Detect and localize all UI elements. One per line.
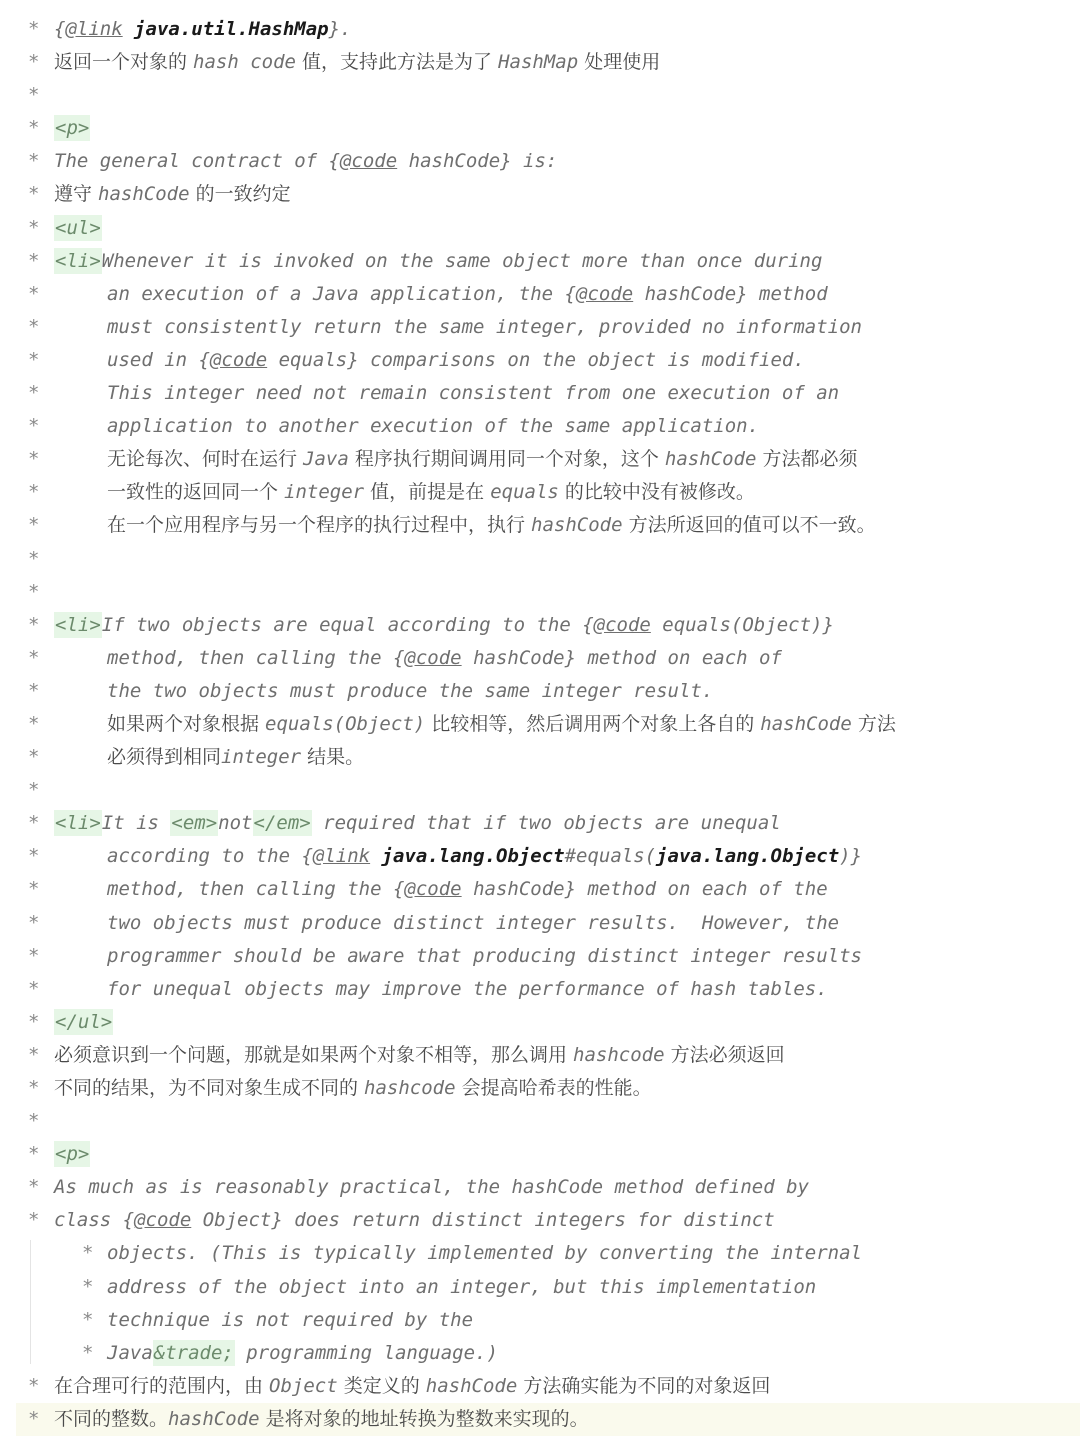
comment-text — [54, 1039, 785, 1072]
comment-text — [54, 1072, 652, 1105]
comment-asterisk: * — [28, 1143, 40, 1166]
comment-asterisk: * — [28, 1407, 40, 1430]
code-line[interactable] — [0, 1138, 1080, 1171]
comment-token: an execution of a Java application, the { — [107, 282, 576, 305]
javadoc-annotation: @code — [404, 646, 462, 669]
comment-asterisk: * — [28, 1077, 40, 1099]
chinese-translation: 是将对象的地址转换为整数来实现的。 — [259, 1407, 589, 1430]
comment-asterisk: * — [28, 1110, 40, 1133]
html-tag: <em> — [171, 812, 218, 835]
comment-token: )} — [839, 845, 863, 868]
comment-token: hashCode} method — [633, 282, 828, 305]
comment-text — [107, 642, 782, 675]
javadoc-annotation: @code — [339, 150, 398, 173]
comment-text — [107, 278, 828, 311]
comment-text — [107, 509, 876, 542]
comment-text — [107, 311, 862, 344]
comment-token: for unequal objects may improve the performance of hash tables. — [107, 977, 828, 1000]
comment-asterisk: * — [28, 812, 40, 835]
code-line[interactable] — [0, 708, 1080, 741]
code-line[interactable] — [0, 443, 1080, 476]
chinese-translation: 处理使用 — [578, 51, 661, 74]
comment-text — [107, 1304, 473, 1337]
comment-token: hashCode — [664, 448, 757, 471]
chinese-translation: 必须意识到一个问题，那就是如果两个对象不相等，那么调用 — [54, 1043, 574, 1066]
comment-text — [107, 344, 805, 377]
comment-token: If two objects are equal according to the { — [101, 613, 594, 636]
code-line[interactable] — [0, 543, 1080, 576]
code-line[interactable] — [0, 609, 1080, 642]
comment-text — [107, 377, 839, 410]
comment-token: #equals( — [564, 845, 657, 868]
html-tag: <p> — [55, 1143, 90, 1166]
comment-token: Object — [269, 1374, 338, 1397]
chinese-translation: 程序执行期间调用同一个对象，这个 — [348, 448, 665, 471]
comment-asterisk: * — [28, 448, 40, 471]
comment-token: class { — [54, 1209, 135, 1232]
comment-asterisk: * — [28, 348, 40, 371]
chinese-translation: 的一致约定 — [189, 183, 291, 206]
comment-asterisk: * — [28, 183, 40, 206]
comment-token: application to another execution of the same application. — [107, 415, 760, 438]
chinese-translation: 类定义的 — [337, 1374, 426, 1397]
comment-text — [54, 245, 822, 278]
comment-text — [54, 1171, 809, 1204]
comment-token: equals} comparisons on the object is modified. — [267, 348, 805, 371]
comment-text — [54, 13, 351, 46]
comment-token: Object} does return distinct integers for distinct — [191, 1209, 775, 1232]
comment-token: Java — [303, 448, 349, 471]
comment-text — [54, 807, 781, 840]
chinese-translation: 必须得到相同 — [107, 746, 222, 769]
javadoc-annotation: @code — [576, 282, 634, 305]
comment-text — [107, 840, 862, 873]
code-line[interactable] — [0, 1072, 1080, 1105]
comment-token: hashCode — [98, 183, 190, 206]
comment-token: required that if two objects are unequal — [311, 812, 781, 835]
comment-asterisk: * — [82, 1341, 94, 1364]
comment-text — [107, 708, 896, 741]
chinese-translation: 值，支持此方法是为了 — [296, 51, 499, 74]
comment-text — [107, 443, 857, 476]
comment-asterisk: * — [28, 547, 40, 570]
comment-text — [54, 145, 557, 178]
comment-asterisk: * — [82, 1308, 94, 1331]
comment-token: equals — [490, 481, 559, 504]
comment-token: The general contract of { — [54, 150, 340, 173]
code-line[interactable] — [0, 1237, 1080, 1270]
comment-asterisk: * — [28, 84, 40, 107]
code-line[interactable] — [0, 840, 1080, 873]
comment-token: technique is not required by the — [107, 1308, 474, 1331]
chinese-translation: 返回一个对象的 — [54, 51, 194, 74]
comment-token: As much as is reasonably practical, the hashCode method defined by — [54, 1176, 809, 1199]
comment-token: hashCode — [425, 1374, 518, 1397]
code-line[interactable] — [0, 145, 1080, 178]
comment-text — [107, 675, 713, 708]
chinese-translation: 方法确实能为不同的对象返回 — [517, 1374, 771, 1397]
code-line[interactable] — [0, 410, 1080, 443]
comment-text — [54, 46, 660, 79]
comment-asterisk: * — [28, 249, 40, 272]
chinese-translation: 如果两个对象根据 — [107, 712, 266, 735]
chinese-translation: 结果。 — [301, 746, 365, 769]
comment-token: method, then calling the { — [107, 878, 405, 901]
comment-token: This integer need not remain consistent from one execution of an — [107, 382, 840, 405]
comment-text — [54, 178, 291, 211]
indent-guide — [30, 1240, 31, 1364]
comment-asterisk: * — [28, 712, 40, 735]
comment-asterisk: * — [28, 382, 40, 405]
comment-text — [54, 1403, 589, 1436]
code-line[interactable] — [0, 873, 1080, 906]
javadoc-annotation: @code — [134, 1209, 192, 1232]
comment-asterisk: * — [28, 150, 40, 173]
chinese-translation: 方法 — [851, 712, 896, 735]
html-tag: <ul> — [55, 216, 101, 239]
chinese-translation: 在一个应用程序与另一个程序的执行过程中，执行 — [107, 514, 532, 537]
comment-text — [54, 1370, 770, 1403]
comment-asterisk: * — [28, 580, 40, 603]
code-editor[interactable] — [0, 13, 1080, 1436]
comment-text — [107, 410, 759, 443]
code-line[interactable] — [0, 509, 1080, 542]
comment-token: hash code — [193, 51, 296, 74]
comment-asterisk: * — [28, 1043, 40, 1066]
code-line[interactable] — [0, 1039, 1080, 1072]
html-tag: &trade; — [153, 1341, 234, 1364]
comment-text — [107, 741, 364, 774]
code-line[interactable] — [0, 278, 1080, 311]
code-reference: java.lang.Object — [381, 845, 565, 868]
comment-token: hashCode} method on each of — [461, 646, 782, 669]
javadoc-annotation: @link — [312, 845, 371, 868]
comment-token: hashCode} is: — [397, 150, 558, 173]
comment-text — [54, 212, 102, 245]
comment-asterisk: * — [28, 779, 40, 802]
code-line[interactable] — [0, 212, 1080, 245]
html-tag: <li> — [55, 249, 101, 272]
chinese-translation: 不同的整数。 — [54, 1407, 169, 1430]
chinese-translation: 在合理可行的范围内，由 — [54, 1374, 270, 1397]
comment-token: hashCode} method on each of the — [461, 878, 828, 901]
code-line[interactable] — [0, 741, 1080, 774]
comment-token: the two objects must produce the same integer result. — [107, 679, 714, 702]
comment-asterisk: * — [28, 1209, 40, 1232]
code-reference: java.lang.Object — [656, 845, 840, 868]
code-line[interactable] — [0, 1271, 1080, 1304]
code-line[interactable] — [0, 774, 1080, 807]
comment-token: objects. (This is typically implemented by converting the internal — [107, 1242, 862, 1265]
comment-asterisk: * — [28, 845, 40, 868]
code-line[interactable] — [16, 1403, 1080, 1436]
comment-asterisk: * — [28, 481, 40, 504]
comment-token — [123, 18, 134, 40]
code-line[interactable] — [0, 13, 1080, 46]
code-line[interactable] — [0, 46, 1080, 79]
comment-asterisk: * — [82, 1242, 94, 1265]
comment-token: It is — [101, 812, 171, 835]
comment-asterisk: * — [28, 315, 40, 338]
comment-token: hashCode — [168, 1407, 260, 1430]
comment-asterisk: * — [28, 878, 40, 901]
chinese-translation: 方法都必须 — [756, 448, 858, 471]
comment-token: hashCode — [760, 712, 852, 735]
comment-text — [107, 873, 828, 906]
comment-token: hashcode — [573, 1043, 665, 1066]
code-line[interactable] — [0, 1105, 1080, 1138]
code-line[interactable] — [0, 907, 1080, 940]
comment-text — [107, 907, 839, 940]
comment-token: hashCode — [531, 514, 623, 537]
chinese-translation: 不同的结果，为不同对象生成不同的 — [54, 1077, 365, 1099]
comment-asterisk: * — [28, 944, 40, 967]
comment-token: HashMap — [498, 51, 579, 74]
code-line[interactable] — [0, 245, 1080, 278]
comment-token: equals(Object) — [265, 712, 426, 735]
comment-token: two objects must produce distinct integer results. However, the — [107, 911, 840, 934]
code-line[interactable] — [0, 112, 1080, 145]
comment-asterisk: * — [28, 216, 40, 239]
code-line[interactable] — [0, 344, 1080, 377]
chinese-translation: 的比较中没有被修改。 — [558, 481, 755, 504]
comment-text — [107, 973, 828, 1006]
comment-token: used in { — [107, 348, 210, 371]
comment-asterisk: * — [28, 613, 40, 636]
chinese-translation: 无论每次、何时在运行 — [107, 448, 304, 471]
comment-asterisk: * — [28, 514, 40, 537]
comment-asterisk: * — [28, 1010, 40, 1033]
comment-asterisk: * — [28, 1176, 40, 1199]
code-line[interactable] — [0, 79, 1080, 112]
code-line[interactable] — [0, 973, 1080, 1006]
comment-text — [107, 1237, 862, 1270]
comment-token: Whenever it is invoked on the same object more than once during — [101, 249, 823, 272]
comment-token — [370, 845, 381, 867]
comment-token: integer — [221, 746, 302, 769]
code-reference: java.util.HashMap — [134, 18, 329, 40]
comment-token: according to the { — [107, 845, 313, 868]
comment-token: must consistently return the same integer, provided no information — [107, 315, 862, 338]
comment-token: address of the object into an integer, but this implementation — [107, 1275, 817, 1298]
chinese-translation: 值，前提是在 — [364, 481, 491, 504]
chinese-translation: 方法所返回的值可以不一致。 — [622, 514, 876, 537]
chinese-translation: 会提高哈希表的性能。 — [455, 1077, 652, 1099]
comment-token: }. — [328, 18, 352, 40]
code-line[interactable] — [0, 178, 1080, 211]
comment-token: programmer should be aware that producing distinct integer results — [107, 944, 862, 967]
comment-text — [54, 112, 90, 145]
code-line[interactable] — [0, 675, 1080, 708]
javadoc-annotation: @code — [209, 348, 268, 371]
chinese-translation: 一致性的返回同一个 — [107, 481, 285, 504]
comment-text — [107, 940, 862, 973]
comment-token: Java — [107, 1341, 153, 1364]
code-line[interactable] — [0, 642, 1080, 675]
comment-text — [107, 1337, 498, 1370]
comment-token: integer — [284, 481, 365, 504]
comment-token: { — [54, 18, 66, 40]
comment-text — [107, 476, 755, 509]
code-line[interactable] — [0, 576, 1080, 609]
comment-asterisk: * — [82, 1275, 94, 1298]
code-line[interactable] — [0, 1304, 1080, 1337]
comment-asterisk: * — [28, 977, 40, 1000]
chinese-translation: 方法必须返回 — [664, 1043, 785, 1066]
code-line[interactable] — [0, 1171, 1080, 1204]
code-line[interactable] — [0, 1006, 1080, 1039]
comment-asterisk: * — [28, 679, 40, 702]
comment-text — [54, 1204, 775, 1237]
code-line[interactable] — [0, 377, 1080, 410]
code-line[interactable] — [0, 1337, 1080, 1370]
html-tag: <li> — [55, 812, 101, 835]
comment-asterisk: * — [28, 117, 40, 140]
comment-asterisk: * — [28, 282, 40, 305]
javadoc-annotation: @code — [404, 878, 462, 901]
html-tag: </em> — [253, 812, 311, 835]
html-tag: </ul> — [55, 1010, 113, 1033]
html-tag: <li> — [55, 613, 101, 636]
comment-token: method, then calling the { — [107, 646, 405, 669]
chinese-translation: 比较相等，然后调用两个对象上各自的 — [425, 712, 761, 735]
code-line[interactable] — [0, 807, 1080, 840]
comment-asterisk: * — [28, 646, 40, 669]
comment-asterisk: * — [28, 911, 40, 934]
comment-token: equals(Object)} — [650, 613, 834, 636]
comment-asterisk: * — [28, 1374, 40, 1397]
chinese-translation: 遵守 — [54, 183, 99, 206]
comment-asterisk: * — [28, 18, 40, 40]
code-line[interactable] — [0, 311, 1080, 344]
comment-text — [54, 609, 834, 642]
code-line[interactable] — [0, 940, 1080, 973]
code-line[interactable] — [0, 1370, 1080, 1403]
javadoc-annotation: @link — [65, 18, 123, 40]
comment-token: not — [218, 812, 253, 835]
comment-text — [107, 1271, 816, 1304]
comment-asterisk: * — [28, 415, 40, 438]
comment-token: programming language.) — [234, 1341, 498, 1364]
comment-asterisk: * — [28, 51, 40, 74]
code-line[interactable] — [0, 476, 1080, 509]
comment-text — [54, 1006, 113, 1039]
html-tag: <p> — [55, 117, 90, 140]
comment-text — [54, 1138, 90, 1171]
comment-asterisk: * — [28, 746, 40, 769]
javadoc-annotation: @code — [593, 613, 651, 636]
comment-token: hashcode — [364, 1077, 456, 1099]
code-line[interactable] — [0, 1204, 1080, 1237]
